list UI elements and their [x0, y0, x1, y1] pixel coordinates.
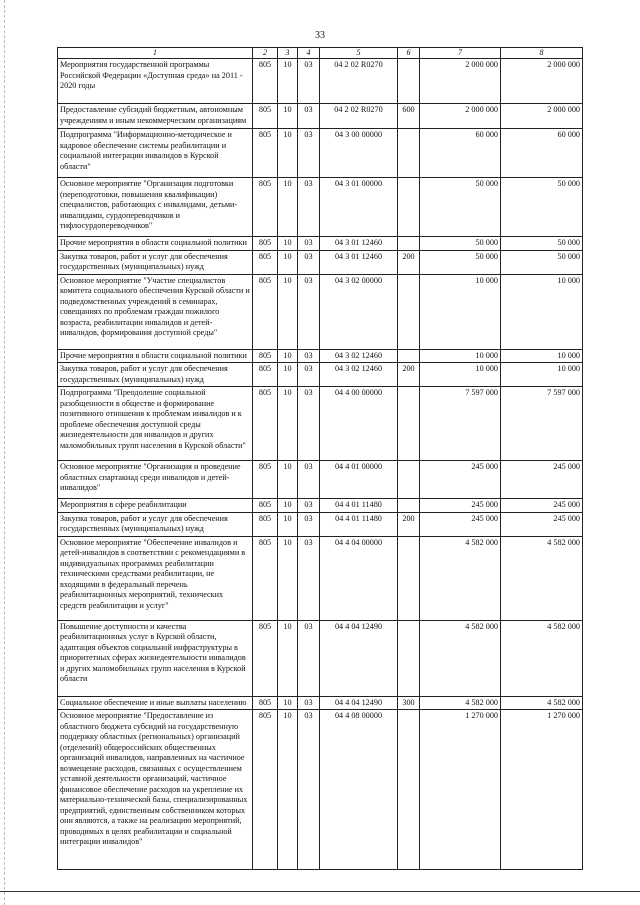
amount-year-1: 245 000: [420, 499, 501, 513]
amount-year-2: 245 000: [501, 461, 583, 499]
expense-type-code: [398, 274, 420, 349]
amount-year-1: 50 000: [420, 250, 501, 274]
item-name: Прочие мероприятия в области социальной политики: [58, 237, 253, 251]
target-article-code: 04 3 01 12460: [320, 237, 398, 251]
header-cell: 8: [501, 48, 583, 59]
amount-year-2: 60 000: [501, 129, 583, 178]
table-row: [58, 512, 583, 536]
target-article-code: 04 3 02 12460: [320, 349, 398, 363]
section-code: 10: [278, 710, 298, 870]
target-article-code: 04 3 02 12460: [320, 363, 398, 387]
amount-year-2: 1 270 000: [501, 710, 583, 870]
subsection-code: 03: [298, 710, 320, 870]
amount-year-2: 50 000: [501, 237, 583, 251]
ministry-code: 805: [253, 710, 278, 870]
table-row: [58, 237, 583, 251]
item-name: Закупка товаров, работ и услуг для обеспечения государственных (муниципальных) нужд: [58, 363, 253, 387]
amount-year-2: 4 582 000: [501, 536, 583, 620]
amount-year-1: 4 582 000: [420, 696, 501, 710]
amount-year-1: 60 000: [420, 129, 501, 178]
item-name: Мероприятия государственной программы Российской Федерации «Доступная среда» на 2011 - 2020 годы: [58, 59, 253, 104]
section-code: 10: [278, 620, 298, 696]
page-bottom-rule: [0, 891, 640, 892]
expense-type-code: [398, 59, 420, 104]
table-row: [58, 387, 583, 461]
amount-year-2: 245 000: [501, 499, 583, 513]
amount-year-2: 10 000: [501, 363, 583, 387]
table-row: [58, 696, 583, 710]
amount-year-2: 2 000 000: [501, 104, 583, 129]
section-code: 10: [278, 499, 298, 513]
amount-year-1: 7 597 000: [420, 387, 501, 461]
subsection-code: 03: [298, 512, 320, 536]
amount-year-2: 4 582 000: [501, 620, 583, 696]
expense-type-code: [398, 461, 420, 499]
subsection-code: 03: [298, 363, 320, 387]
table-row: [58, 536, 583, 620]
expense-type-code: [398, 387, 420, 461]
ministry-code: 805: [253, 512, 278, 536]
subsection-code: 03: [298, 620, 320, 696]
expense-type-code: 200: [398, 250, 420, 274]
expense-type-code: [398, 237, 420, 251]
header-cell: 5: [320, 48, 398, 59]
subsection-code: 03: [298, 178, 320, 237]
table-row: [58, 363, 583, 387]
ministry-code: 805: [253, 696, 278, 710]
target-article-code: 04 2 02 R0270: [320, 104, 398, 129]
subsection-code: 03: [298, 536, 320, 620]
ministry-code: 805: [253, 620, 278, 696]
amount-year-1: 2 000 000: [420, 59, 501, 104]
ministry-code: 805: [253, 104, 278, 129]
amount-year-2: 10 000: [501, 349, 583, 363]
target-article-code: 04 4 04 00000: [320, 536, 398, 620]
subsection-code: 03: [298, 274, 320, 349]
header-cell: 2: [253, 48, 278, 59]
target-article-code: 04 3 02 00000: [320, 274, 398, 349]
header-row: [58, 48, 583, 59]
item-name: Мероприятия в сфере реабилитации: [58, 499, 253, 513]
page-number: 33: [315, 30, 325, 41]
subsection-code: 03: [298, 461, 320, 499]
amount-year-1: 10 000: [420, 363, 501, 387]
expense-type-code: [398, 499, 420, 513]
table-row: [58, 129, 583, 178]
ministry-code: 805: [253, 461, 278, 499]
item-name: Закупка товаров, работ и услуг для обеспечения государственных (муниципальных) нужд: [58, 512, 253, 536]
subsection-code: 03: [298, 349, 320, 363]
amount-year-1: 2 000 000: [420, 104, 501, 129]
subsection-code: 03: [298, 104, 320, 129]
table-row: [58, 274, 583, 349]
table-row: [58, 710, 583, 870]
table-row: [58, 59, 583, 104]
item-name: Предоставление субсидий бюджетным, автономным учреждениям и иным некоммерческим организациям: [58, 104, 253, 129]
target-article-code: 04 4 04 12490: [320, 620, 398, 696]
expense-type-code: 200: [398, 512, 420, 536]
amount-year-1: 50 000: [420, 178, 501, 237]
section-code: 10: [278, 274, 298, 349]
amount-year-1: 10 000: [420, 274, 501, 349]
subsection-code: 03: [298, 499, 320, 513]
item-name: Закупка товаров, работ и услуг для обеспечения государственных (муниципальных) нужд: [58, 250, 253, 274]
target-article-code: 04 4 01 11480: [320, 512, 398, 536]
expense-type-code: 300: [398, 696, 420, 710]
ministry-code: 805: [253, 363, 278, 387]
item-name: Основное мероприятие "Предоставление из областного бюджета субсидий на государственную поддержку областных (региональных) организаций (отделений) общероссийских общественных организаций инвалидов, направленных на частичное возмещение расходов, связанных с осуществлением уставной деятельности организаций, частичное финансовое обеспечение расходов на укрепление их материально-технической базы, специализированных предприятий, единственным собственником которых они являются, а также на реализацию мероприятий, проводимых в целях реабилитации и социальной интеграции инвалидов": [58, 710, 253, 870]
target-article-code: 04 3 01 00000: [320, 178, 398, 237]
budget-table: [57, 47, 583, 870]
item-name: Подпрограмма "Информационно-методическое и кадровое обеспечение системы реабилитации и социальной интеграции инвалидов в Курской области": [58, 129, 253, 178]
section-code: 10: [278, 387, 298, 461]
header-cell: 7: [420, 48, 501, 59]
amount-year-1: 50 000: [420, 237, 501, 251]
ministry-code: 805: [253, 387, 278, 461]
section-code: 10: [278, 178, 298, 237]
header-cell: 4: [298, 48, 320, 59]
subsection-code: 03: [298, 129, 320, 178]
header-cell: 3: [278, 48, 298, 59]
amount-year-1: 10 000: [420, 349, 501, 363]
amount-year-1: 1 270 000: [420, 710, 501, 870]
section-code: 10: [278, 512, 298, 536]
ministry-code: 805: [253, 536, 278, 620]
section-code: 10: [278, 536, 298, 620]
amount-year-2: 50 000: [501, 250, 583, 274]
item-name: Основное мероприятие "Организация и проведение областных спартакиад среди инвалидов и детей-инвалидов": [58, 461, 253, 499]
amount-year-2: 245 000: [501, 512, 583, 536]
item-name: Прочие мероприятия в области социальной политики: [58, 349, 253, 363]
ministry-code: 805: [253, 237, 278, 251]
item-name: Основное мероприятие "Участие специалистов комитета социального обеспечения Курской области и подведомственных учреждений в семинарах, совещаниях по проблемам граждан пожилого возраста, реабилитации инвалидов и детей-инвалидов, формирования доступной среды": [58, 274, 253, 349]
section-code: 10: [278, 129, 298, 178]
expense-type-code: [398, 620, 420, 696]
expense-type-code: [398, 710, 420, 870]
target-article-code: 04 3 01 12460: [320, 250, 398, 274]
subsection-code: 03: [298, 237, 320, 251]
table-row: [58, 349, 583, 363]
expense-type-code: [398, 349, 420, 363]
section-code: 10: [278, 696, 298, 710]
amount-year-2: 50 000: [501, 178, 583, 237]
ministry-code: 805: [253, 499, 278, 513]
expense-type-code: 200: [398, 363, 420, 387]
subsection-code: 03: [298, 696, 320, 710]
target-article-code: 04 4 01 11480: [320, 499, 398, 513]
expense-type-code: [398, 178, 420, 237]
amount-year-1: 4 582 000: [420, 536, 501, 620]
ministry-code: 805: [253, 349, 278, 363]
ministry-code: 805: [253, 178, 278, 237]
amount-year-2: 10 000: [501, 274, 583, 349]
target-article-code: 04 4 00 00000: [320, 387, 398, 461]
section-code: 10: [278, 237, 298, 251]
scan-edge-line: [4, 0, 5, 905]
expense-type-code: [398, 536, 420, 620]
section-code: 10: [278, 250, 298, 274]
amount-year-2: 7 597 000: [501, 387, 583, 461]
section-code: 10: [278, 363, 298, 387]
amount-year-2: 2 000 000: [501, 59, 583, 104]
ministry-code: 805: [253, 250, 278, 274]
amount-year-1: 245 000: [420, 461, 501, 499]
target-article-code: 04 2 02 R0270: [320, 59, 398, 104]
amount-year-1: 245 000: [420, 512, 501, 536]
expense-type-code: 600: [398, 104, 420, 129]
item-name: Основное мероприятие "Обеспечение инвалидов и детей-инвалидов в соответствии с рекомендациями в индивидуальных программах реабилитации техническими средствами реабилитации, не входящими в федеральный перечень реабилитационных мероприятий, технических средств реабилитации и услуг": [58, 536, 253, 620]
section-code: 10: [278, 59, 298, 104]
table-row: [58, 250, 583, 274]
ministry-code: 805: [253, 59, 278, 104]
table-row: [58, 499, 583, 513]
table-row: [58, 178, 583, 237]
section-code: 10: [278, 461, 298, 499]
header-cell: 1: [58, 48, 253, 59]
item-name: Социальное обеспечение и иные выплаты населению: [58, 696, 253, 710]
section-code: 10: [278, 349, 298, 363]
target-article-code: 04 4 04 12490: [320, 696, 398, 710]
table-row: [58, 620, 583, 696]
ministry-code: 805: [253, 129, 278, 178]
subsection-code: 03: [298, 387, 320, 461]
ministry-code: 805: [253, 274, 278, 349]
amount-year-2: 4 582 000: [501, 696, 583, 710]
target-article-code: 04 3 00 00000: [320, 129, 398, 178]
item-name: Подпрограмма "Преодоление социальной разобщенности в обществе и формирование позитивного отношения к проблемам инвалидов и к проблеме обеспечения доступной среды жизнедеятельности для инвалидов и других маломобильных групп населения в Курской области": [58, 387, 253, 461]
table-row: [58, 104, 583, 129]
target-article-code: 04 4 01 00000: [320, 461, 398, 499]
table-row: [58, 461, 583, 499]
target-article-code: 04 4 08 00000: [320, 710, 398, 870]
subsection-code: 03: [298, 59, 320, 104]
section-code: 10: [278, 104, 298, 129]
expense-type-code: [398, 129, 420, 178]
header-cell: 6: [398, 48, 420, 59]
amount-year-1: 4 582 000: [420, 620, 501, 696]
subsection-code: 03: [298, 250, 320, 274]
item-name: Повышение доступности и качества реабилитационных услуг в Курской области, адаптация объектов социальной инфраструктуры в приоритетных сферах жизнедеятельности инвалидов и других маломобильных групп населения в Курской области: [58, 620, 253, 696]
item-name: Основное мероприятие "Организация подготовки (переподготовки, повышения квалификации) специалистов, работающих с инвалидами, детьми-инвалидами, сурдопереводчиков и тифлосурдопереводчиков": [58, 178, 253, 237]
